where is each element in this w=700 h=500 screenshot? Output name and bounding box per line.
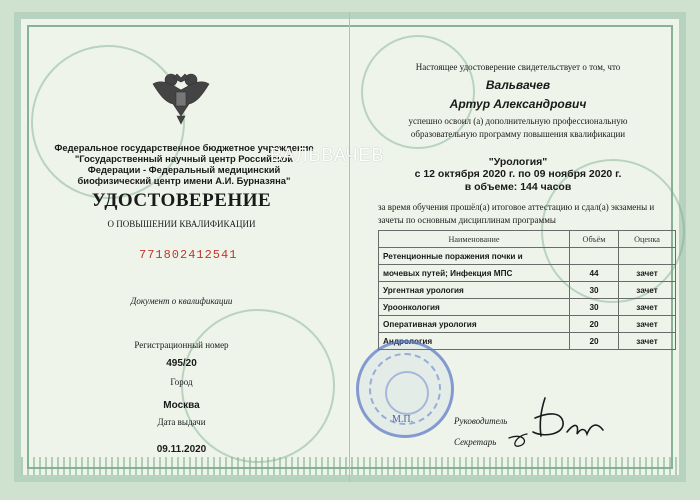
row-grade: зачет: [619, 282, 676, 299]
exam-line-1: за время обучения прошёл(а) итоговое аттестацию и сдал(а) экзамены и: [378, 202, 655, 212]
table-row: [379, 248, 676, 265]
certificate-title: УДОСТОВЕРЕНИЕ: [91, 190, 272, 211]
city-label: Город: [170, 377, 193, 387]
table-header-row: [379, 231, 676, 248]
intro-text: Настоящее удостоверение свидетельствует о том, что: [415, 62, 621, 72]
handwritten-signature: [505, 392, 615, 452]
coat-of-arms-emblem: [145, 68, 217, 126]
header-grade: Оценка: [619, 231, 676, 248]
serial-number: 771802412541: [139, 248, 238, 262]
row-grade: зачет: [619, 265, 676, 282]
left-page: [14, 12, 349, 482]
row-name: Андрология: [379, 333, 570, 350]
disciplines-table: [378, 230, 676, 350]
row-volume: 30: [570, 299, 619, 316]
program-name: "Урология": [488, 156, 548, 168]
row-volume: [570, 248, 619, 265]
stamp-mp-label: М.П.: [392, 414, 414, 425]
program-volume: в объеме: 144 часов: [464, 181, 572, 193]
row-name: Оперативная урология: [379, 316, 570, 333]
name-watermark-overlay: ВАЛЬВАЧЕВ: [270, 145, 385, 165]
row-grade: зачет: [619, 333, 676, 350]
row-name: Ургентная урология: [379, 282, 570, 299]
row-grade: зачет: [619, 299, 676, 316]
program-period: с 12 октября 2020 г. по 09 ноября 2020 г.: [414, 168, 622, 180]
row-name: мочевых путей; Инфекция МПС: [379, 265, 570, 282]
row-volume: 44: [570, 265, 619, 282]
table-row: [379, 316, 676, 333]
registration-number: 495/20: [166, 358, 197, 369]
row-name: Ретенционные поражения почки и: [379, 248, 570, 265]
recipient-name: Артур Александрович: [449, 97, 587, 111]
institution-name: Федеральное государственное бюджетное учреждение "Государственный научный центр Российской Федерации - Федеральный медицинский биофизический центр имени А.И. Бурназяна": [54, 142, 314, 186]
row-grade: зачет: [619, 316, 676, 333]
completion-line-1: успешно освоил (а) дополнительную профессиональную: [408, 116, 628, 126]
row-grade: [619, 248, 676, 265]
registration-label: Регистрационный номер: [134, 340, 229, 350]
row-volume: 30: [570, 282, 619, 299]
secretary-label: Секретарь: [454, 437, 497, 447]
row-name: Уроонкология: [379, 299, 570, 316]
document-type: Документ о квалификации: [130, 296, 233, 306]
exam-line-2: зачеты по основным дисциплинам программы: [378, 215, 556, 225]
row-volume: 20: [570, 333, 619, 350]
city-value: Москва: [163, 400, 200, 411]
table-row: [379, 282, 676, 299]
header-volume: Объём: [570, 231, 619, 248]
row-volume: 20: [570, 316, 619, 333]
header-name: Наименование: [379, 231, 570, 248]
issue-date-label: Дата выдачи: [157, 417, 206, 427]
table-row: [379, 265, 676, 282]
table-row: [379, 299, 676, 316]
certificate-subtitle: О ПОВЫШЕНИИ КВАЛИФИКАЦИИ: [107, 219, 256, 229]
double-headed-eagle-icon: [145, 68, 217, 126]
head-label: Руководитель: [454, 416, 508, 426]
recipient-surname: Вальвачев: [485, 78, 551, 92]
issue-date-value: 09.11.2020: [156, 444, 207, 455]
completion-line-2: образовательную программу повышения квалификации: [410, 129, 626, 139]
